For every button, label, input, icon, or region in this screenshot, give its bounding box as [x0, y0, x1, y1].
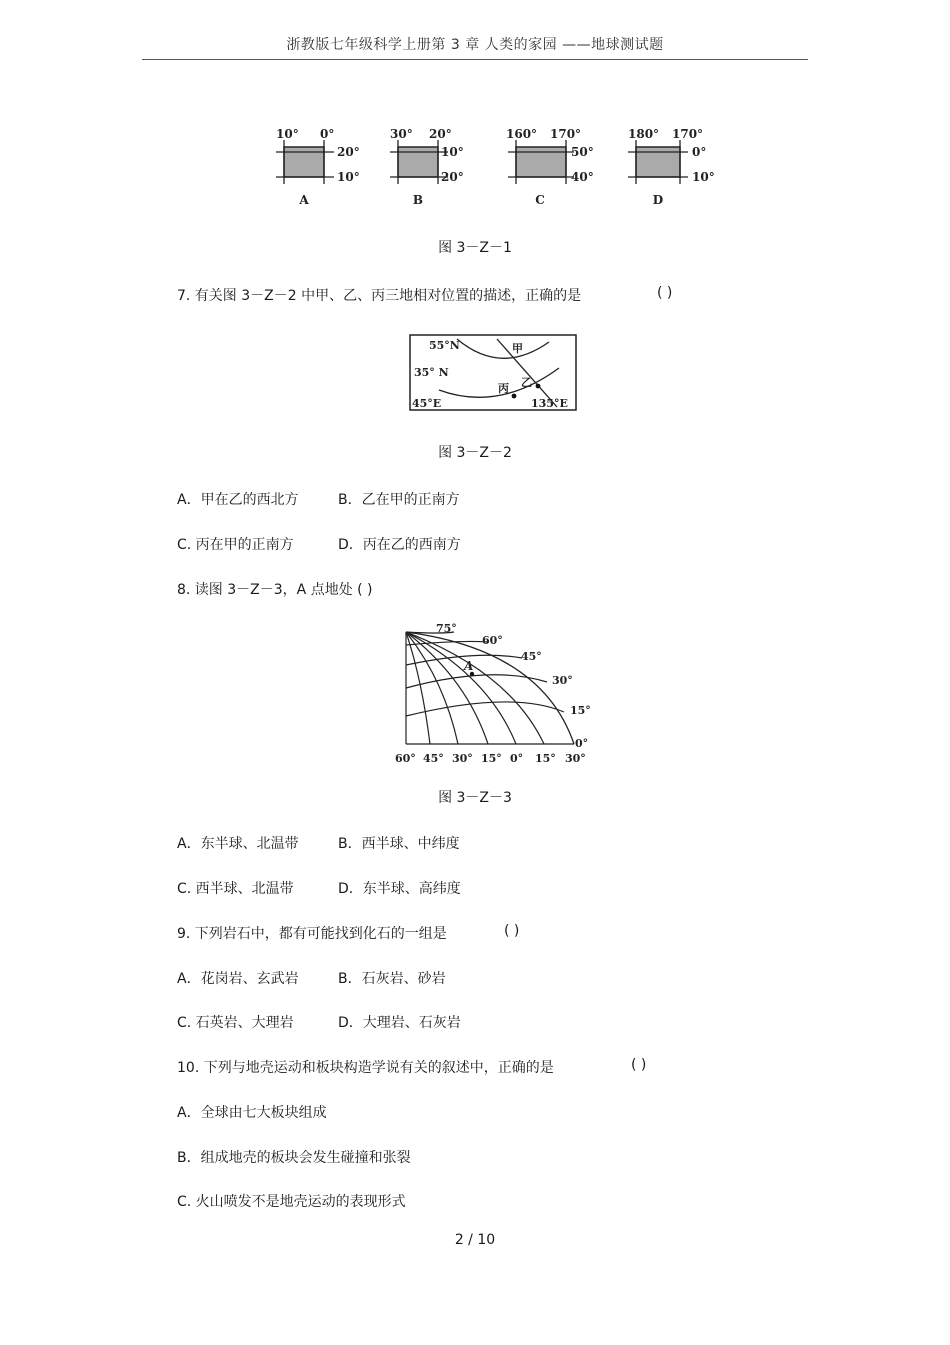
grid-lon-label: 15° — [535, 752, 556, 765]
box-b-top-right: 20° — [429, 127, 452, 141]
q7-option-d: D．丙在乙的西南方 — [338, 537, 461, 553]
q8-stem: 8. 读图 3－Z－3，A 点地处 ( ) — [177, 582, 373, 598]
page-number: 2 / 10 — [454, 1232, 496, 1248]
figure-3-z-2-caption: 图 3－Z－2 — [438, 445, 512, 461]
map-lat-35n: 35° N — [414, 366, 449, 379]
box-d-top-left: 180° — [628, 127, 660, 141]
grid-lat-75: 75° — [436, 622, 457, 635]
box-d-right-top: 0° — [692, 145, 707, 159]
box-c-letter: C — [535, 193, 545, 207]
box-b-letter: B — [412, 193, 424, 207]
page-header: 浙教版七年级科学上册第 3 章 人类的家园 ——地球测试题 — [286, 37, 664, 53]
q9-option-c: C. 石英岩、大理岩 — [177, 1015, 294, 1031]
box-b-right-top: 10° — [441, 145, 464, 159]
map-label-jia: 甲 — [512, 342, 523, 355]
map-label-yi: 乙 — [521, 376, 532, 389]
map-lat-55n: 55°N — [429, 339, 460, 352]
box-d — [628, 127, 715, 207]
box-b — [390, 127, 464, 207]
grid-lon-label: 30° — [452, 752, 473, 765]
box-c-top-right: 170° — [550, 127, 582, 141]
q7-option-a: A．甲在乙的西北方 — [177, 492, 299, 508]
box-d-right-bottom: 10° — [692, 170, 715, 184]
q7-option-c: C. 丙在甲的正南方 — [177, 537, 294, 553]
grid-lon-label: 60° — [395, 752, 416, 765]
q10-option-c: C. 火山喷发不是地壳运动的表现形式 — [177, 1194, 406, 1210]
q10-answer-paren: ( ) — [631, 1057, 647, 1073]
figure-3-z-3-caption: 图 3－Z－3 — [438, 790, 512, 806]
box-a — [276, 127, 360, 207]
box-c-right-bottom: 40° — [571, 170, 594, 184]
grid-lat-60: 60° — [482, 634, 503, 647]
box-a-top-right: 0° — [320, 127, 335, 141]
map-lon-135e: 135°E — [531, 397, 568, 410]
q9-option-d: D．大理岩、石灰岩 — [338, 1015, 461, 1031]
map-lon-45e: 45°E — [412, 397, 442, 410]
figure-3-z-2 — [409, 334, 577, 412]
q7-answer-paren: ( ) — [657, 285, 673, 301]
box-a-right-top: 20° — [337, 145, 360, 159]
box-c-top-left: 160° — [506, 127, 538, 141]
grid-point-a: A — [464, 659, 474, 673]
map-label-bing: 丙 — [498, 382, 509, 395]
grid-lon-label: 15° — [481, 752, 502, 765]
q9-option-a: A．花岗岩、玄武岩 — [177, 971, 299, 987]
grid-lat-45: 45° — [521, 650, 542, 663]
q9-answer-paren: ( ) — [504, 923, 520, 939]
q9-option-b: B．石灰岩、砂岩 — [338, 971, 446, 987]
q10-option-a: A．全球由七大板块组成 — [177, 1105, 327, 1121]
q9-stem: 9. 下列岩石中，都有可能找到化石的一组是 — [177, 926, 447, 942]
grid-lat-30: 30° — [552, 674, 573, 687]
grid-lon-label: 30° — [565, 752, 586, 765]
q8-option-b: B．西半球、中纬度 — [338, 836, 460, 852]
grid-lat-15: 15° — [570, 704, 591, 717]
grid-lat-0: 0° — [575, 737, 589, 750]
q7-option-b: B．乙在甲的正南方 — [338, 492, 460, 508]
figure-3-z-3 — [392, 620, 602, 770]
figure-3-z-1 — [260, 120, 730, 220]
grid-lon-label: 0° — [510, 752, 524, 765]
box-d-top-right: 170° — [672, 127, 704, 141]
q10-stem: 10. 下列与地壳运动和板块构造学说有关的叙述中，正确的是 — [177, 1060, 554, 1076]
box-a-right-bottom: 10° — [337, 170, 360, 184]
q10-option-b: B．组成地壳的板块会发生碰撞和张裂 — [177, 1150, 411, 1166]
box-a-letter: A — [299, 193, 309, 207]
grid-lon-label: 45° — [423, 752, 444, 765]
figure-3-z-1-caption: 图 3－Z－1 — [438, 240, 512, 256]
q8-option-a: A．东半球、北温带 — [177, 836, 299, 852]
q7-stem: 7. 有关图 3－Z－2 中甲、乙、丙三地相对位置的描述，正确的是 — [177, 288, 582, 304]
q8-option-c: C. 西半球、北温带 — [177, 881, 294, 897]
box-c — [506, 127, 594, 207]
box-c-right-top: 50° — [571, 145, 594, 159]
header-rule — [142, 59, 808, 60]
box-a-top-left: 10° — [276, 127, 299, 141]
box-b-top-left: 30° — [390, 127, 413, 141]
box-d-letter: D — [652, 193, 664, 207]
box-b-right-bottom: 20° — [441, 170, 464, 184]
q8-option-d: D．东半球、高纬度 — [338, 881, 461, 897]
